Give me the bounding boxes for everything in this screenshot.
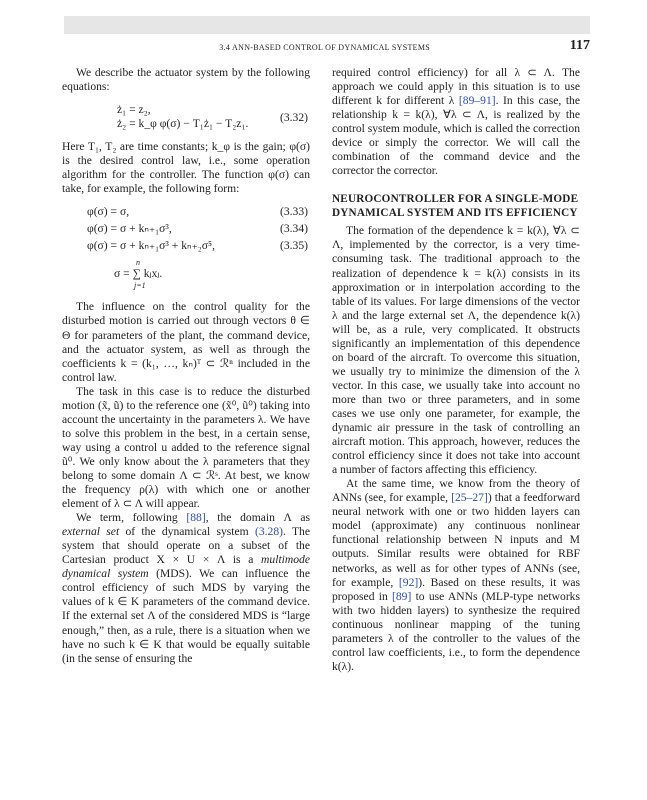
- equation-number: (3.35): [279, 239, 308, 253]
- citation-link[interactable]: [92]: [398, 575, 419, 589]
- sum-expression: σ = ∑ kⱼxⱼ.: [114, 267, 163, 281]
- paragraph-influence: The influence on the control quality for the disturbed motion is carried out through vectors θ ∈ Θ for parameters of the plant, the command device, and the actuator system, as well as through the coefficients k = (k₁, …, kₙ)ᵀ ⊂ ℛⁿ included in the control law.: [62, 300, 310, 384]
- equation-sum: [87, 258, 310, 290]
- equation-3-35-expr: φ(σ) = σ + kₙ₊₁σ³ + kₙ₊₂σ⁵,: [87, 239, 215, 253]
- equation-3-33-expr: φ(σ) = σ,: [87, 205, 130, 219]
- page-number: 117: [569, 38, 590, 53]
- paragraph-intro: We describe the actuator system by the following equations:: [62, 66, 310, 94]
- equation-reference-link[interactable]: (3.28): [254, 525, 283, 539]
- section-title: 3.4 ANN-BASED CONTROL OF DYNAMICAL SYSTEMS: [219, 43, 430, 52]
- equation-number: (3.34): [279, 222, 308, 236]
- section-heading: NEUROCONTROLLER FOR A SINGLE-MODE DYNAMICAL SYSTEM AND ITS EFFICIENCY: [332, 193, 579, 220]
- equation-3-35: [87, 239, 310, 256]
- equation-3-32-line2: ż₂ = k_φ φ(σ) − T₁ż₁ − T₂z₁.: [117, 117, 249, 131]
- running-header: [64, 38, 590, 56]
- equation-3-34-expr: φ(σ) = σ + kₙ₊₁σ³,: [87, 222, 172, 236]
- equation-3-34: [87, 222, 310, 239]
- equation-number: (3.33): [279, 205, 308, 219]
- emphasis: multimode dynamical system: [62, 553, 310, 581]
- left-column: [62, 66, 310, 666]
- sum-upper-limit: n: [136, 258, 140, 268]
- citation-link[interactable]: [88]: [186, 511, 206, 525]
- citation-link[interactable]: [89]: [392, 589, 412, 603]
- paragraph-formation: The formation of the dependence k = k(λ), ∀λ ⊂ Λ, implemented by the corrector, is a very time-consuming task. The traditional approach to the realization of dependence k = k(λ) consists in its approximation or in interpolation according to the table of its values. For large dimensions of the vector λ and the large external set Λ, the dependence k(λ) will be, as a rule, very complicated. It obstructs significantly an implementation of this dependence on board of the aircraft. To overcome this situation, we usually try to minimize the dimension of the λ vector. In this case, we usually take into account no more than two or three parameters, and in some cases we use only one parameter, for example, the dynamic air pressure in the task of controlling an aircraft motion. This approach, however, reduces the control efficiency since it does not take into account a number of factors affecting this efficiency.: [332, 224, 580, 477]
- equation-3-32: [62, 103, 310, 131]
- paragraph-definitions: Here T₁, T₂ are time constants; k_φ is the gain; φ(σ) is the desired control law, i.e., some operation algorithm for the controller. The function φ(σ) can take, for example, the following form:: [62, 140, 310, 196]
- equation-3-32-line1: ż₁ = z₂,: [117, 103, 151, 117]
- equation-3-33: [87, 205, 310, 222]
- top-bar: [64, 16, 590, 34]
- citation-link[interactable]: [25–27]: [451, 491, 488, 505]
- equation-number: (3.32): [279, 111, 308, 125]
- paragraph-continuation: required control efficiency) for all λ ⊂ Λ. The approach we could apply in this situation is to use different k for different λ [89–91]. In this case, the relationship k = k(λ), ∀λ ⊂ Λ, is realized by the control system module, which is called the correction device or simply the corrector. We will call the combination of the command device and the corrector the corrector.: [332, 66, 580, 178]
- right-column: [332, 66, 580, 674]
- citation-link[interactable]: [89–91]: [458, 94, 496, 108]
- paragraph-external-set: We term, following [88], the domain Λ as external set of the dynamical system (3.28). The system that should operate on a subset of the Cartesian product X × U × Λ is a multimode dynamical system (MDS). We can influence the control efficiency of such MDS by varying the values of k ∈ K parameters of the command device. If the external set Λ of the considered MDS is “large enough,” then, as a rule, there is a situation when we have no such k ∈ K that would be equally suitable (in the sense of ensuring the: [62, 511, 310, 665]
- paragraph-ann-theory: At the same time, we know from the theory of ANNs (see, for example, [25–27]) that a feedforward neural network with one or two hidden layers can model (approximate) any continuous nonlinear functional relationship between N inputs and M outputs. Similar results were obtained for RBF networks, as well as for other types of ANNs (see, for example, [92]). Based on these results, it was proposed in [89] to use ANNs (MLP-type networks with two hidden layers) to synthesize the required continuous nonlinear mapping of the tuning parameters λ of the controller to the values of the control law coefficients, i.e., to form the dependence k(λ).: [332, 477, 581, 673]
- emphasis: external set: [62, 525, 120, 539]
- paragraph-task: The task in this case is to reduce the disturbed motion (x̃, ũ) to the reference one (x̃⁰, ũ⁰) taking into account the uncertainty in the parameters λ. We have to solve this problem in the best, in a certain sense, way using a control u added to the reference signal ũ⁰. We only know about the λ parameters that they belong to some domain Λ ⊂ ℛˢ. At best, we know the frequency ρ(λ) with which one or another element of λ ⊂ Λ will appear.: [62, 384, 310, 511]
- sum-lower-limit: j=1: [134, 281, 146, 291]
